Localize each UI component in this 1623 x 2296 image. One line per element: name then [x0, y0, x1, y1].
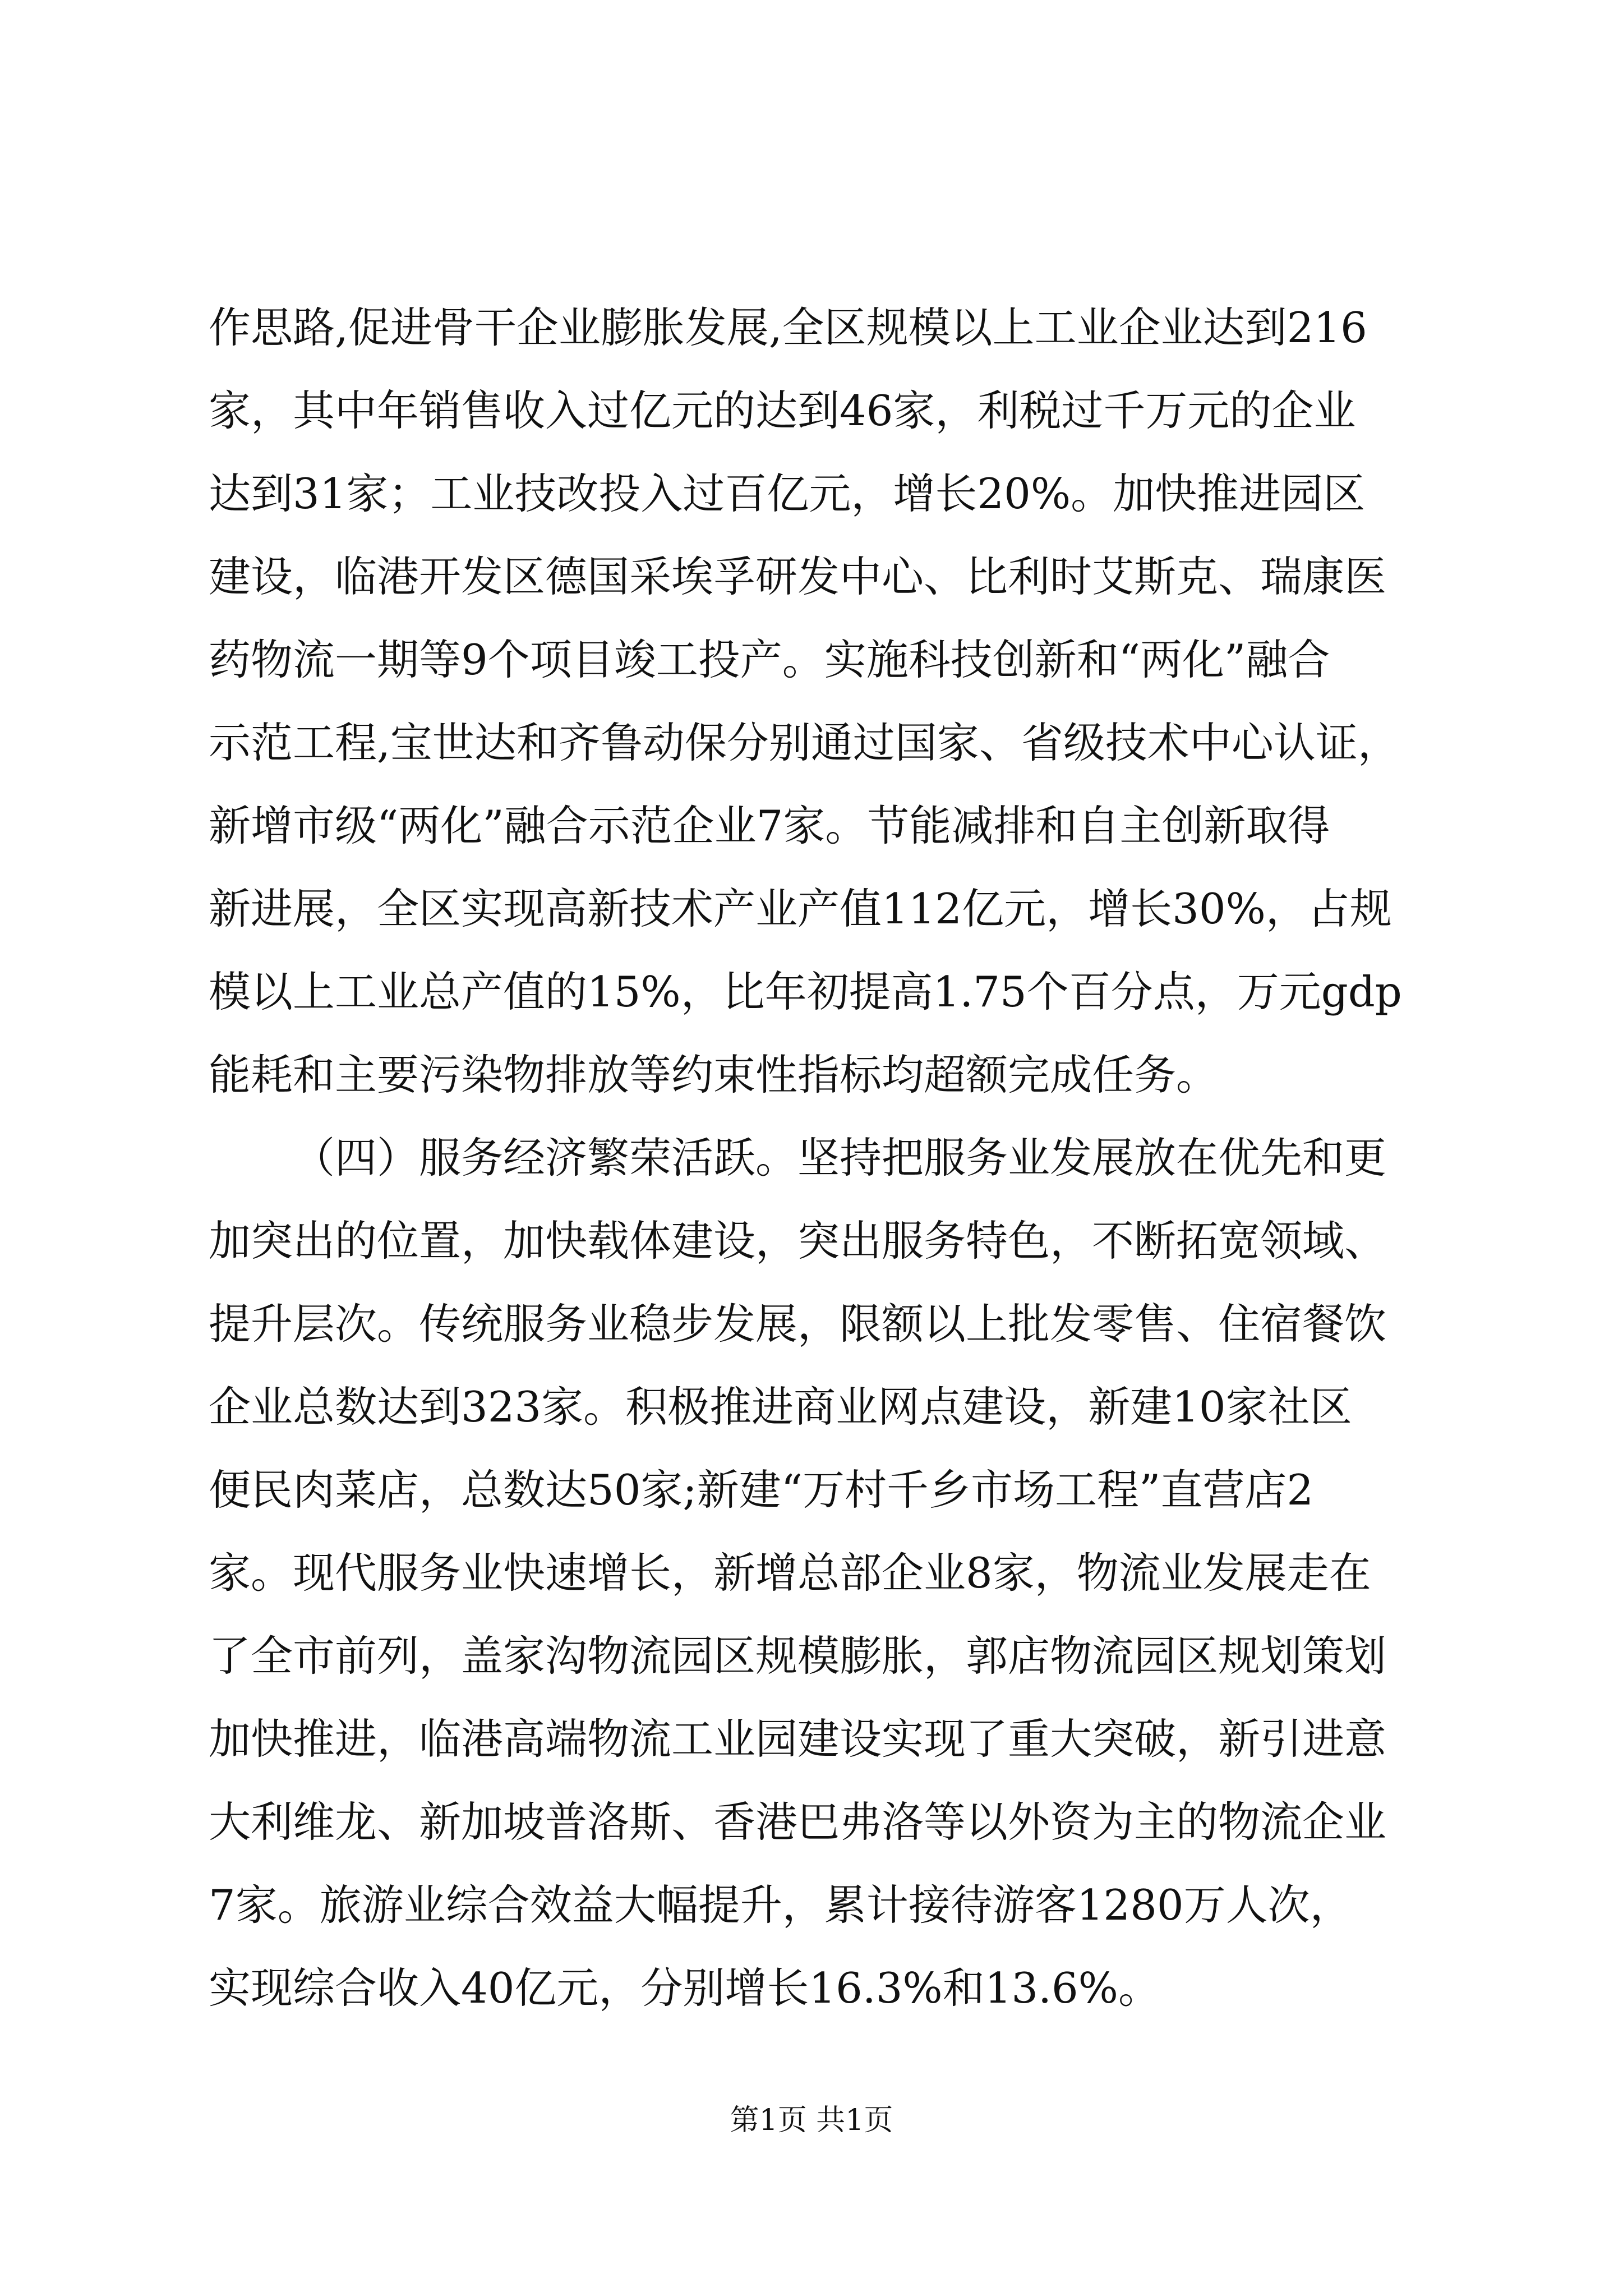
text-line: 提升层次。传统服务业稳步发展，限额以上批发零售、住宿餐饮: [209, 1299, 1387, 1349]
text-line: 7家。旅游业综合效益大幅提升，累计接待游客1280万人次，: [209, 1880, 1352, 1930]
text-line: 示范工程,宝世达和齐鲁动保分别通过国家、省级技术中心认证，: [209, 718, 1400, 767]
document-body: [209, 286, 1414, 2030]
text-line: 药物流一期等9个项目竣工投产。实施科技创新和“两化”融合: [209, 635, 1330, 684]
paragraph-first-line: （四）服务经济繁荣活跃。坚持把服务业发展放在优先和更: [293, 1133, 1387, 1182]
text-line: 新增市级“两化”融合示范企业7家。节能减排和自主创新取得: [209, 801, 1330, 850]
text-line: 便民肉菜店，总数达50家;新建“万村千乡市场工程”直营店2: [209, 1465, 1314, 1515]
text-line: 达到31家；工业技改投入过百亿元，增长20%。加快推进园区: [209, 469, 1366, 518]
text-line: 大利维龙、新加坡普洛斯、香港巴弗洛等以外资为主的物流企业: [209, 1797, 1387, 1847]
text-line: 加突出的位置，加快载体建设，突出服务特色，不断拓宽领域、: [209, 1216, 1387, 1266]
text-line: 加快推进，临港高端物流工业园建设实现了重大突破，新引进意: [209, 1714, 1387, 1764]
text-line: 新进展，全区实现高新技术产业产值112亿元，增长30%，占规: [209, 884, 1392, 933]
text-line: 了全市前列，盖家沟物流园区规模膨胀，郭店物流园区规划策划: [209, 1631, 1387, 1681]
text-line: 实现综合收入40亿元，分别增长16.3%和13.6%。: [209, 1963, 1160, 2013]
text-line: 建设，临港开发区德国采埃孚研发中心、比利时艾斯克、瑞康医: [209, 552, 1387, 601]
text-line: 作思路,促进骨干企业膨胀发展,全区规模以上工业企业达到216: [209, 303, 1367, 352]
text-line: 企业总数达到323家。积极推进商业网点建设，新建10家社区: [209, 1382, 1352, 1432]
text-line: 家，其中年销售收入过亿元的达到46家，利税过千万元的企业: [209, 386, 1356, 435]
text-line: 家。现代服务业快速增长，新增总部企业8家，物流业发展走在: [209, 1548, 1371, 1598]
text-line: 模以上工业总产值的15%，比年初提高1.75个百分点，万元gdp: [209, 967, 1402, 1016]
page-number: 第1页 共1页: [730, 2104, 893, 2137]
text-line: 能耗和主要污染物排放等约束性指标均超额完成任务。: [209, 1050, 1219, 1099]
